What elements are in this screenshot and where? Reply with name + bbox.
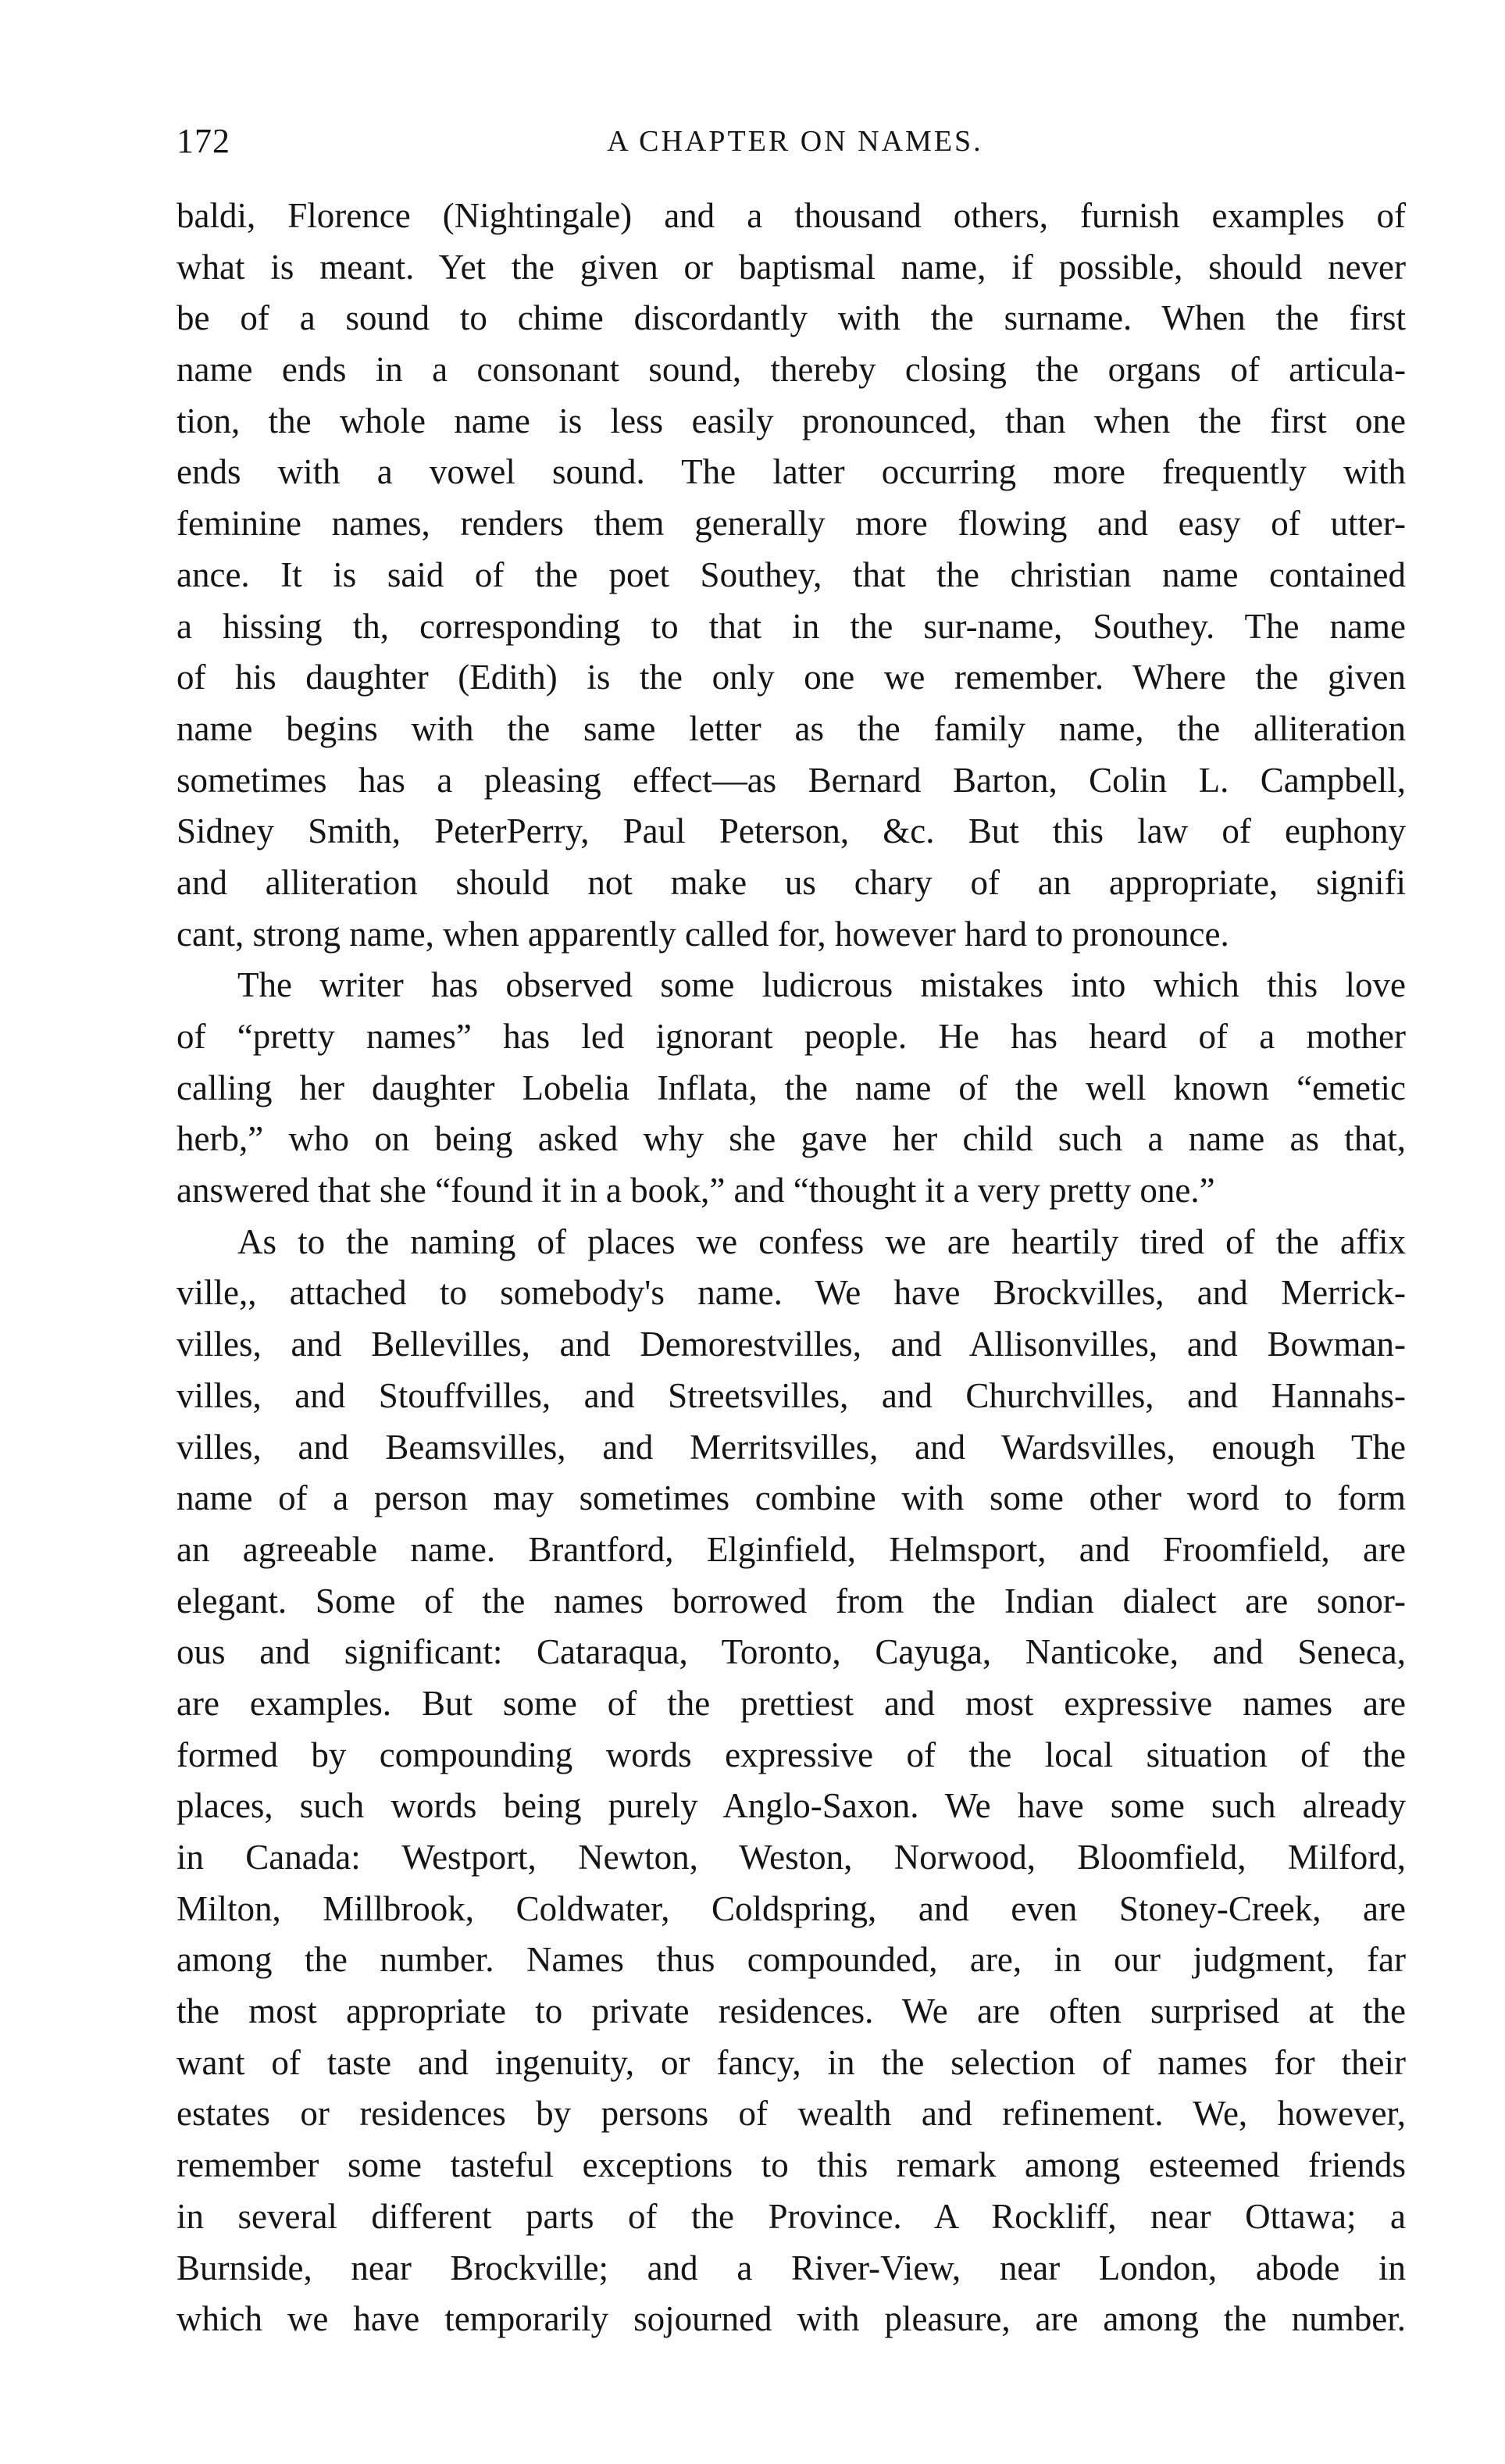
text-line: ville,, attached to somebody's name. We have Brockvilles, and Merrick- — [177, 1273, 1406, 1313]
text-line: what is meant. Yet the given or baptismal name, if possible, should never — [177, 247, 1406, 287]
text-line: be of a sound to chime discordantly with the surname. When the first — [177, 298, 1406, 338]
text-line: which we have temporarily sojourned with pleasure, are among the number. — [177, 2299, 1406, 2339]
text-line: name ends in a consonant sound, thereby closing the organs of articula- — [177, 350, 1406, 390]
text-line: name begins with the same letter as the family name, the alliteration — [177, 708, 1406, 748]
text-line: Burnside, near Brockville; and a River-View, near London, abode in — [177, 2248, 1406, 2287]
text-line: among the number. Names thus compounded, are, in our judgment, far — [177, 1940, 1406, 1980]
text-line: ance. It is said of the poet Southey, that the christian name contained — [177, 554, 1406, 594]
text-line: of his daughter (Edith) is the only one we remember. Where the given — [177, 658, 1406, 697]
text-line: places, such words being purely Anglo-Saxon. We have some such already — [177, 1786, 1406, 1826]
text-line: sometimes has a pleasing effect—as Bernard Barton, Colin L. Campbell, — [177, 760, 1406, 800]
text-line: the most appropriate to private residences. We are often surprised at the — [177, 1992, 1406, 2031]
chapter-title: A CHAPTER ON NAMES. — [607, 125, 983, 158]
text-line: a hissing th, corresponding to that in the sur-name, Southey. The name — [177, 606, 1406, 646]
text-line: answered that she “found it in a book,” and “thought it a very pretty one.” — [177, 1171, 1215, 1211]
text-line: want of taste and ingenuity, or fancy, in the selection of names for their — [177, 2042, 1406, 2082]
text-line: Sidney Smith, PeterPerry, Paul Peterson, &c. But this law of euphony — [177, 811, 1406, 851]
text-line: an agreeable name. Brantford, Elginfield, Helmsport, and Froomfield, are — [177, 1529, 1406, 1569]
text-line: baldi, Florence (Nightingale) and a thousand others, furnish examples of — [177, 196, 1406, 235]
text-line: calling her daughter Lobelia Inflata, the name of the well known “emetic — [177, 1068, 1406, 1107]
text-line: As to the naming of places we confess we are heartily tired of the affix — [237, 1221, 1406, 1261]
text-line: and alliteration should not make us chary of an appropriate, signifi — [177, 862, 1406, 902]
page-number: 172 — [177, 122, 230, 160]
text-line: herb,” who on being asked why she gave her child such a name as that, — [177, 1119, 1406, 1159]
text-line: are examples. But some of the prettiest and most expressive names are — [177, 1683, 1406, 1723]
text-line: in Canada: Westport, Newton, Weston, Norwood, Bloomfield, Milford, — [177, 1838, 1406, 1877]
text-line: tion, the whole name is less easily pronounced, than when the first one — [177, 401, 1406, 440]
text-line: The writer has observed some ludicrous mistakes into which this love — [237, 965, 1406, 1005]
body-text — [177, 191, 1406, 2345]
text-line: villes, and Beamsvilles, and Merritsvilles, and Wardsvilles, enough The — [177, 1427, 1406, 1467]
running-head — [177, 117, 1406, 166]
text-line: in several different parts of the Province. A Rockliff, near Ottawa; a — [177, 2196, 1406, 2236]
text-line: Milton, Millbrook, Coldwater, Coldspring, and even Stoney-Creek, are — [177, 1888, 1406, 1928]
text-line: villes, and Stouffvilles, and Streetsvilles, and Churchvilles, and Hannahs- — [177, 1375, 1406, 1415]
text-line: formed by compounding words expressive of the local situation of the — [177, 1735, 1406, 1774]
text-line: ous and significant: Cataraqua, Toronto, Cayuga, Nanticoke, and Seneca, — [177, 1632, 1406, 1672]
text-line: name of a person may sometimes combine with some other word to form — [177, 1478, 1406, 1518]
text-line: of “pretty names” has led ignorant people. He has heard of a mother — [177, 1017, 1406, 1056]
text-line: villes, and Bellevilles, and Demorestvilles, and Allisonvilles, and Bowman- — [177, 1325, 1406, 1364]
text-line: cant, strong name, when apparently called for, however hard to pronounce. — [177, 914, 1229, 954]
text-line: estates or residences by persons of wealth and refinement. We, however, — [177, 2094, 1406, 2134]
text-line: ends with a vowel sound. The latter occurring more frequently with — [177, 452, 1406, 492]
text-line: feminine names, renders them generally more flowing and easy of utter- — [177, 504, 1406, 544]
text-line: elegant. Some of the names borrowed from the Indian dialect are sonor- — [177, 1581, 1406, 1621]
text-line: remember some tasteful exceptions to this remark among esteemed friends — [177, 2145, 1406, 2185]
